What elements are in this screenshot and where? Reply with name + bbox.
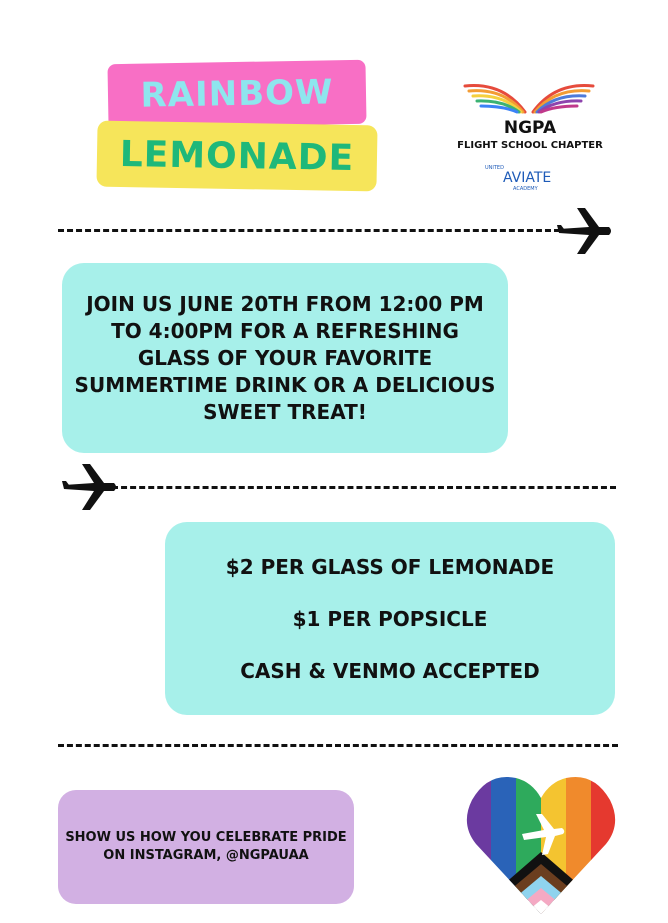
wings-logo-icon bbox=[463, 80, 595, 116]
social-box bbox=[58, 790, 354, 904]
title-rainbow-text: RAINBOW bbox=[140, 72, 334, 116]
united-aviate-logo bbox=[483, 160, 573, 194]
price-lemonade: $2 PER GLASS OF LEMONADE bbox=[225, 554, 555, 579]
title-lemonade bbox=[96, 121, 377, 192]
aviate-text: AVIATE bbox=[503, 170, 552, 186]
airplane-icon bbox=[60, 462, 118, 512]
pride-heart-icon bbox=[466, 772, 616, 917]
title-rainbow bbox=[107, 60, 366, 128]
social-line-2: ON INSTAGRAM, @NGPAUAA bbox=[103, 848, 309, 863]
airplane-icon bbox=[555, 206, 613, 256]
payment-methods: CASH & VENMO ACCEPTED bbox=[240, 658, 540, 683]
price-popsicle: $1 PER POPSICLE bbox=[292, 606, 488, 631]
event-description: JOIN US JUNE 20TH FROM 12:00 PM TO 4:00PM FOR A REFRESHING GLASS OF YOUR FAVORITE SUMMERTIME DRINK OR A DELICIOUS SWEET TREAT! bbox=[74, 291, 496, 424]
dashed-divider-2 bbox=[112, 486, 616, 489]
title-lemonade-text: LEMONADE bbox=[119, 133, 355, 179]
united-small-text: UNITED bbox=[485, 165, 504, 171]
pricing-box bbox=[165, 522, 615, 715]
logo-subtitle: FLIGHT SCHOOL CHAPTER bbox=[457, 140, 603, 151]
dashed-divider-1 bbox=[58, 229, 560, 232]
dashed-divider-3 bbox=[58, 744, 618, 747]
logo-ngpa: NGPA bbox=[503, 118, 557, 138]
social-line-1: SHOW US HOW YOU CELEBRATE PRIDE bbox=[65, 829, 347, 845]
academy-text: ACADEMY bbox=[513, 186, 538, 192]
event-description-box bbox=[62, 263, 508, 453]
